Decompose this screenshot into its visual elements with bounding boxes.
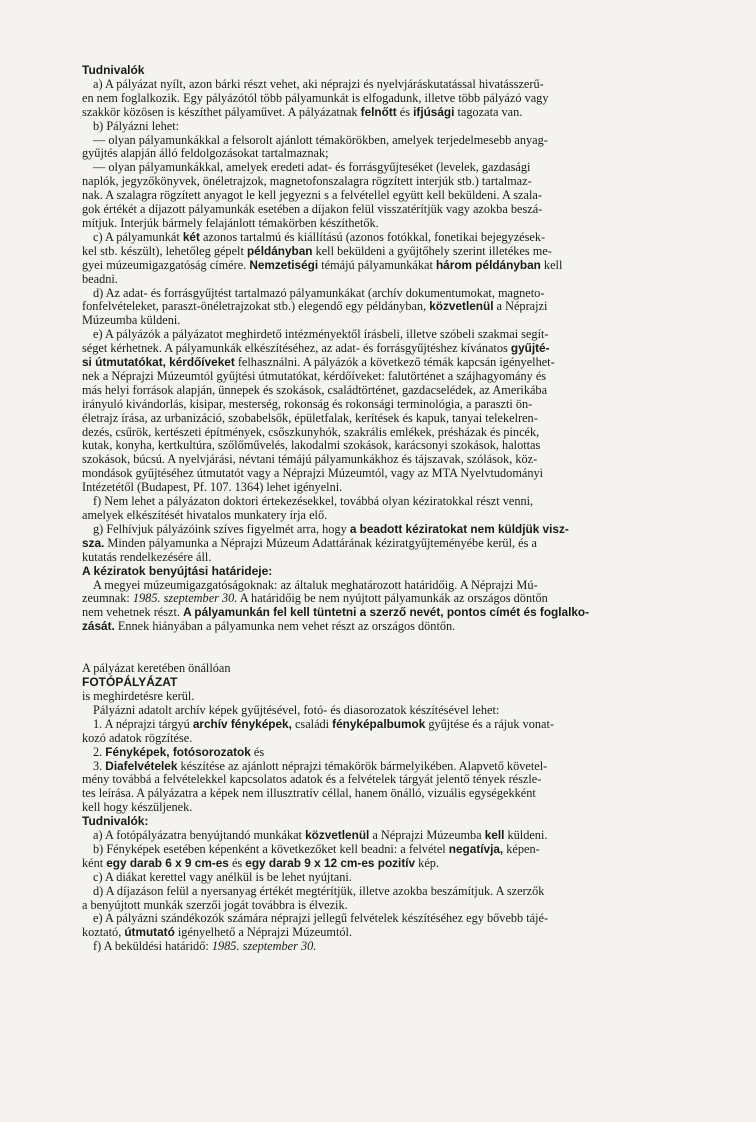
text-line: naplók, jegyzőkönyvek, önéletrajzok, magnetofonszalagra rögzített interjúk stb.) tartalmaz-	[82, 174, 532, 189]
text-line: koztató, útmutató igényelhető a Néprajzi Múzeumtól.	[82, 925, 353, 940]
text-line: g) Felhívjuk pályázóink szíves figyelmét arra, hogy a beadott kéziratokat nem küldjük visz-	[93, 521, 569, 536]
text-line: b) Fényképek esetében képenként a következőket kell beadni: a felvétel negatívja, képen-	[93, 841, 540, 856]
text-line: gok értékét a díjazott pályamunkák esetében a díjakon felül visszatérítjük vagy azokba beszá-	[82, 202, 543, 217]
section-heading: A kéziratok benyújtási határideje:	[82, 563, 273, 578]
text-line: c) A pályamunkát két azonos tartalmú és kiállítású (azonos fotókkal, fonetikai bejegyzések-	[93, 229, 546, 244]
text-line: nem vehetnek részt. A pályamunkán fel kell tüntetni a szerző nevét, pontos címét és foglalko-	[82, 605, 590, 620]
text-line: szokások, búcsú. A nyelvjárási, névtani témájú pályamunkákhoz és tájszavak, szólások, köz-	[82, 452, 538, 467]
text-line: nak. A szalagra rögzített anyagot le kell jegyezni s a felvétellel együtt kell beküldeni. A szala-	[82, 188, 542, 203]
text-line: életrajz írása, az urbanizáció, szobabelsők, épületfalak, kerítések és kapuk, tanyai telekelren-	[82, 410, 538, 425]
text-line: — olyan pályamunkákkal, amelyek eredeti adat- és forrásgyűjteséket (levelek, gazdasági	[93, 160, 531, 175]
text-line: mítjuk. Interjúk bármely felajánlott témakörben készíthetők.	[82, 215, 379, 230]
text-line: ként egy darab 6 x 9 cm-es és egy darab 9 x 12 cm-es pozitív kép.	[82, 855, 440, 870]
text-line: e) A pályázók a pályázatot meghirdető intézményektől írásbeli, illetve szóbeli szakmai segít-	[93, 327, 549, 342]
text-line: gyűjtés alapján álló feldolgozásokat tartalmaznak;	[82, 146, 329, 161]
text-line: zását. Ennek hiányában a pályamunka nem vehet részt az országos döntőn.	[82, 619, 456, 634]
text-line: a) A fotópályázatra benyújtandó munkákat közvetlenül a Néprajzi Múzeumba kell küldeni.	[93, 828, 548, 843]
text-line: kutatás rendelkezésére áll.	[82, 549, 212, 564]
text-line: kel stb. készült), lehetőleg gépelt példányban kell beküldeni a gyűjtőhely szerint illetékes me-	[82, 243, 552, 258]
section-heading: Tudnivalók:	[82, 814, 149, 829]
text-line: c) A diákat kerettel vagy anélkül is be lehet nyújtani.	[93, 869, 352, 884]
section-heading: FOTÓPÁLYÁZAT	[82, 675, 178, 690]
text-line: dezés, csűrök, kertészeti építmények, csőszkunyhók, szakrális emlékek, présházak és pincék,	[82, 424, 540, 439]
text-line: mondások gyűjtéséhez útmutatót vagy a Néprajzi Múzeumtól, vagy az MTA Nyelvtudományi	[82, 466, 544, 481]
text-line: is meghirdetésre kerül.	[82, 688, 195, 703]
text-line: kozó adatok rögzítése.	[82, 730, 193, 745]
text-line: en nem foglalkozik. Egy pályázótól több pályamunkát is elfogadunk, illetve több pályázó vagy	[82, 90, 549, 105]
text-line: 2. Fényképek, fotósorozatok és	[93, 744, 265, 759]
text-line: 1. A néprajzi tárgyú archív fényképek, családi fényképalbumok gyűjtése és a rájuk vonat-	[93, 716, 554, 731]
text-line: a benyújtott munkák szerzői jogát továbbra is élvezik.	[82, 897, 348, 912]
text-line: d) A díjazáson felül a nyersanyag értékét megtérítjük, illetve azokba beszámítjuk. A szerzők	[93, 883, 545, 898]
section-heading: Tudnivalók	[82, 63, 145, 77]
text-line: A pályázat keretében önállóan	[82, 661, 231, 676]
text-line: nek a Néprajzi Múzeumtól gyűjtési útmutatókat, kérdőíveket: falutörténet a szájhagyomány és	[82, 368, 547, 383]
text-line: szakkör közösen is készíthet pályaművet. A pályázatnak felnőtt és ifjúsági tagozata van.	[82, 104, 523, 119]
section-gap	[82, 634, 704, 662]
text-line: irányuló kivándorlás, kisipar, mesterség, rokonság és rokonsági terminológia, a paraszti ön-	[82, 396, 533, 411]
text-line: Pályázni adatolt archív képek gyűjtésével, fotó- és diasorozatok készítésével lehet:	[93, 702, 500, 717]
text-line: f) A beküldési határidő: 1985. szeptember 30.	[93, 939, 317, 954]
text-line: b) Pályázni lehet:	[93, 118, 180, 133]
text-line: tes leírása. A pályázatra a képek nem illusztratív céllal, hanem önálló, vizuális egységekként	[82, 786, 536, 801]
text-line: A megyei múzeumigazgatóságoknak: az általuk meghatározott határidőig. A Néprajzi Mú-	[93, 577, 538, 592]
text-line: f) Nem lehet a pályázaton doktori értekezésekkel, továbbá olyan kéziratokkal részt venni,	[93, 494, 534, 509]
text-line: si útmutatókat, kérdőíveket felhasználni. A pályázók a következő témák kapcsán igényelhet-	[82, 355, 555, 370]
photo-contest-section	[82, 662, 704, 954]
text-line: a) A pályázat nyílt, azon bárki részt vehet, aki néprajzi és nyelvjáráskutatással hivatásszerű-	[93, 76, 544, 91]
text-line: beadni.	[82, 271, 118, 286]
text-line: sza. Minden pályamunka a Néprajzi Múzeum Adattárának kéziratgyűjteményébe kerül, és a	[82, 535, 537, 550]
text-line: kell hogy készüljenek.	[82, 800, 193, 815]
text-line: zeumnak: 1985. szeptember 30. A határidőig be nem nyújtott pályamunkák az országos döntőn	[82, 591, 548, 606]
text-line: Intézetétől (Budapest, Pf. 107. 1364) lehet igényelni.	[82, 480, 343, 495]
text-line: 3. Diafelvételek készítése az ajánlott néprajzi témakörök bármelyikében. Alapvető követel-	[93, 758, 548, 773]
text-line: séget kérhetnek. A pályamunkák elkészítéséhez, az adat- és forrásgyűjtéshez kívánatos gyűjté-	[82, 341, 550, 356]
text-line: d) Az adat- és forrásgyűjtést tartalmazó pályamunkákat (archív dokumentumokat, magneto-	[93, 285, 545, 300]
text-line: fonfelvételeket, paraszt-önéletrajzokat stb.) elegendő egy példányban, közvetlenül a Néprajzi	[82, 299, 548, 314]
text-line: amelyek elkészítését hivatalos munkatery írja elő.	[82, 508, 328, 522]
text-line: más helyi források alapján, ünnepek és szokások, családtörténet, gazdacselédek, az Amerikába	[82, 382, 548, 397]
text-line: mény továbbá a felvételekkel kapcsolatos adatok és a felvételek tárgyát jelentő tények részle-	[82, 772, 542, 787]
text-line: kutak, konyha, kertkultúra, szőlőművelés, lakodalmi szokások, karácsonyi szokások, halottas	[82, 438, 541, 453]
text-line: — olyan pályamunkákkal a felsorolt ajánlott témakörökben, amelyek terjedelmesebb anyag-	[93, 132, 548, 147]
text-line: Múzeumba küldeni.	[82, 313, 181, 328]
text-line: gyei múzeumigazgatóság címére. Nemzetiségi témájú pályamunkákat három példányban kell	[82, 257, 563, 272]
text-line: e) A pályázni szándékozók számára néprajzi jellegű felvételek készítéséhez egy bővebb tájé-	[93, 911, 549, 926]
rules-section	[82, 64, 704, 634]
